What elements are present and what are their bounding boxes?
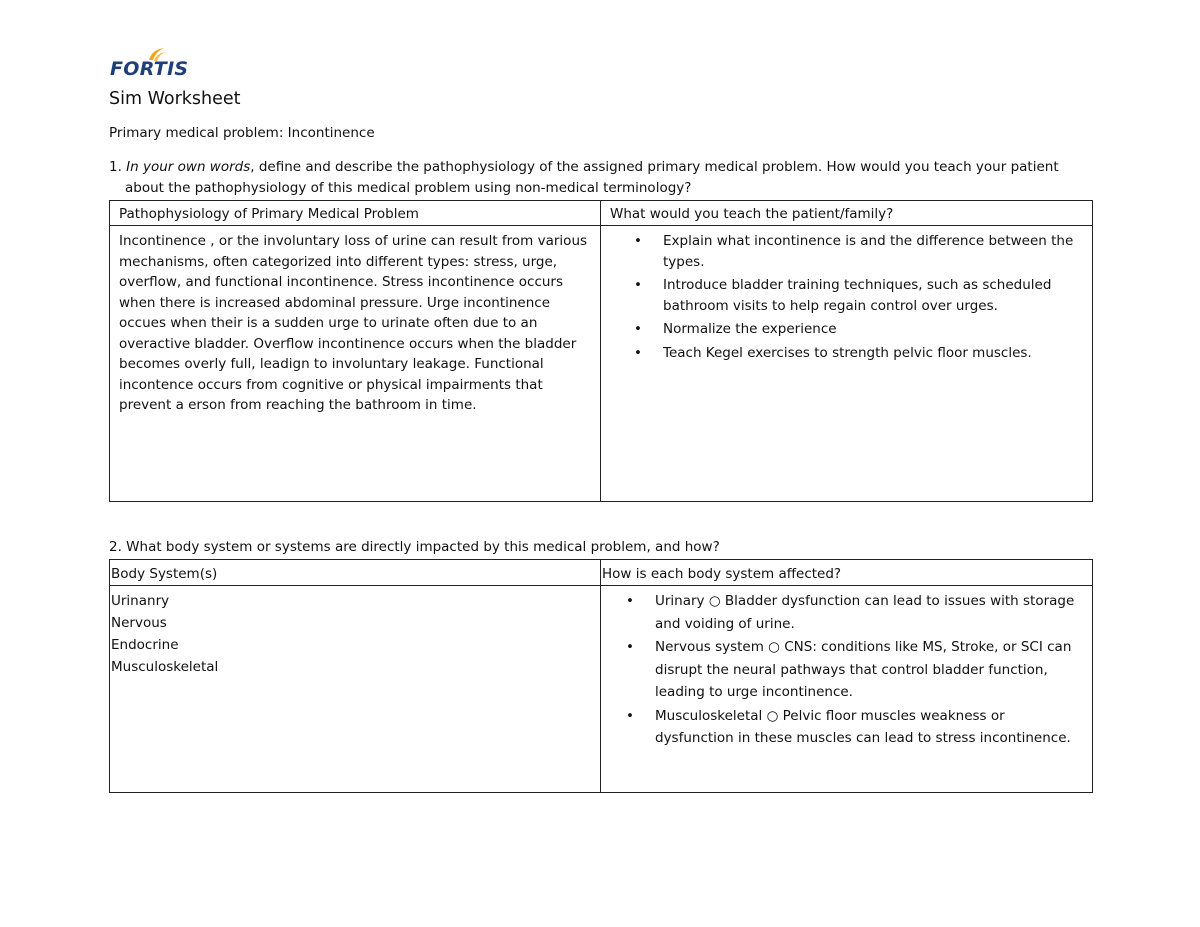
list-item: Endocrine (111, 637, 179, 653)
teaching-cell[interactable] (601, 226, 1093, 502)
question-1 (109, 157, 1069, 199)
table-header-row (110, 201, 1093, 226)
question-1-text: , define and describe the pathophysiology of the assigned primary medical problem. How would you teach your patient (250, 159, 1059, 175)
question-1-italic: In your own words (126, 159, 251, 175)
pathophysiology-text: Incontinence , or the involuntary loss of urine can result from various mechanisms, often categorized into different types: stress, urge, overflow, and functional incontinence. Stress incontinence occurs when there is increased abdominal pressure. Urge incontinence occues when their is a sudden urge to urinate often due to an overactive bladder. Overflow incontinence occurs when the bladder becomes overly full, leadign to involuntary leakage. Functional incontence occurs from cognitive or physical impairments that prevent a erson from reaching the bathroom in time. (119, 233, 588, 413)
header-cell-pathophysiology: Pathophysiology of Primary Medical Problem (110, 201, 601, 226)
pathophysiology-table (109, 200, 1093, 502)
primary-problem-line: Primary medical problem: Incontinence (109, 125, 375, 141)
bullet-icon: • (626, 593, 634, 609)
table-body-row (110, 586, 1093, 793)
table-header-row (110, 560, 1093, 586)
list-item: Musculoskeletal (111, 659, 219, 675)
question-2: 2. What body system or systems are directly impacted by this medical problem, and how? (109, 539, 720, 555)
list-item: • Musculoskeletal ○ Pelvic floor muscles weakness or dysfunction in these muscles can lead to stress incontinence. (601, 705, 1076, 750)
bullet-icon: • (634, 277, 642, 293)
list-item: • Explain what incontinence is and the difference between the types. (634, 233, 1074, 270)
body-systems-cell[interactable] (110, 586, 601, 793)
bullet-icon: • (634, 321, 642, 337)
bullet-icon: • (634, 344, 642, 361)
header-cell-teaching: What would you teach the patient/family? (601, 201, 1093, 226)
body-systems-table (109, 559, 1093, 793)
question-1-continuation: about the pathophysiology of this medical problem using non-medical terminology? (125, 180, 692, 196)
list-item: • Nervous system ○ CNS: conditions like MS, Stroke, or SCI can disrupt the neural pathways that control bladder function, leading to urge incontinence. (601, 636, 1076, 704)
bullet-icon: • (634, 233, 642, 249)
table-body-row (110, 226, 1093, 502)
bullet-icon: • (626, 707, 634, 724)
effects-cell[interactable] (601, 586, 1093, 793)
list-item: • Normalize the experience (601, 319, 1076, 340)
fortis-logo (110, 46, 190, 82)
header-cell-body-systems: Body System(s) (110, 560, 601, 586)
pathophysiology-cell[interactable] (110, 226, 601, 502)
list-item: Urinanry (111, 593, 170, 609)
question-1-number: 1. (109, 159, 127, 175)
list-item: • Urinary ○ Bladder dysfunction can lead to issues with storage and voiding of urine. (601, 590, 1076, 635)
page-title: Sim Worksheet (109, 89, 241, 109)
list-item: • Introduce bladder training techniques, such as scheduled bathroom visits to help regain control over urges. (634, 277, 1052, 314)
header-cell-effects: How is each body system affected? (601, 560, 1093, 586)
list-item: Nervous (111, 615, 167, 631)
list-item: • Teach Kegel exercises to strength pelvic floor muscles. (601, 343, 1076, 364)
bullet-icon: • (626, 639, 634, 655)
logo-wordmark: FORTIS (110, 58, 189, 80)
